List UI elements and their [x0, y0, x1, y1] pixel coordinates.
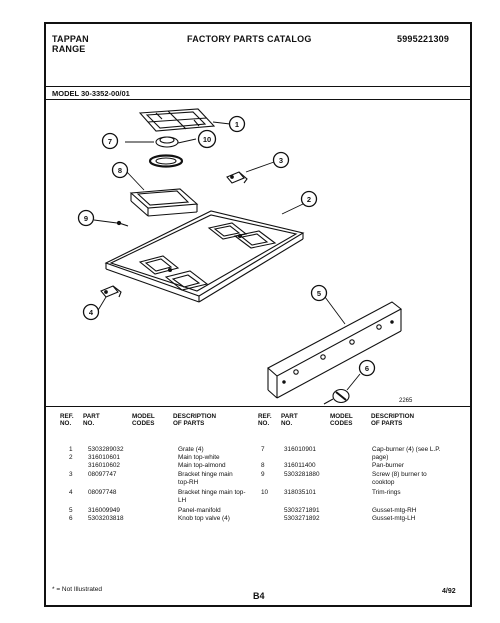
catalog-number: 5995221309 — [397, 34, 450, 44]
callout-5-label: 5 — [316, 289, 322, 298]
hinge-bracket-lh-part — [101, 286, 121, 297]
right-desc-4: Gusset-mtg-RH — [372, 507, 417, 514]
burner-cap-part — [156, 137, 178, 147]
footnote: * = Not Illustrated — [52, 586, 103, 593]
right-ref-1: 8 — [261, 462, 265, 469]
left-desc-3: Bracket hinge main top-RH — [178, 471, 233, 486]
callout-7-label: 7 — [107, 137, 113, 146]
left-part-4: 08097748 — [88, 489, 117, 496]
table-rule — [46, 406, 470, 407]
brand-line1: TAPPAN — [52, 34, 89, 44]
screw-part — [117, 221, 128, 226]
burner-pan-part — [131, 189, 197, 216]
left-part-0: 5303289032 — [88, 446, 124, 453]
left-ref-5: 5 — [69, 507, 73, 514]
right-part-4: 5303271891 — [284, 507, 320, 514]
left-ref-4: 4 — [69, 489, 73, 496]
left-part-6: 5303203818 — [88, 515, 124, 522]
left-part-3: 08097747 — [88, 471, 117, 478]
trim-ring-part — [150, 156, 182, 167]
main-top-part — [106, 211, 303, 302]
right-ref-3: 10 — [261, 489, 269, 496]
left-part-1: 316010601 — [88, 454, 120, 461]
left-ref-3: 3 — [69, 471, 73, 478]
figure-code: 2265 — [399, 398, 413, 404]
right-part-0: 316010901 — [284, 446, 316, 453]
right-desc-2: Screw (8) burner to cooktop — [372, 471, 427, 486]
left-desc-0: Grate (4) — [178, 446, 204, 453]
left-desc-header: DESCRIPTION OF PARTS — [173, 413, 217, 427]
callout-3-label: 3 — [278, 156, 284, 165]
left-desc-2: Main top-almond — [178, 462, 226, 469]
right-ref-2: 9 — [261, 471, 265, 478]
page-number: B4 — [253, 591, 265, 601]
hinge-bracket-rh-part — [227, 172, 247, 183]
catalog-title: FACTORY PARTS CATALOG — [187, 34, 312, 44]
revision-date: 4/92 — [442, 588, 456, 595]
right-ref-header: REF. NO. — [258, 413, 272, 427]
callout-4-label: 4 — [88, 308, 94, 317]
callout-9-label: 9 — [83, 214, 89, 223]
callout-10-label: 10 — [202, 135, 212, 144]
right-part-1: 316011400 — [284, 462, 316, 469]
callout-8-label: 8 — [117, 166, 123, 175]
model-number: 30-3352-00/01 — [81, 89, 130, 98]
left-ref-6: 6 — [69, 515, 73, 522]
right-desc-3: Trim-rings — [372, 489, 401, 496]
right-model-header: MODEL CODES — [330, 413, 353, 427]
left-desc-5: Panel-manifold — [178, 507, 221, 514]
left-desc-6: Knob top valve (4) — [178, 515, 230, 522]
grate-part — [140, 109, 214, 131]
model-label: MODEL — [52, 89, 80, 98]
callout-1-label: 1 — [234, 120, 240, 129]
right-part-2: 5303281880 — [284, 471, 320, 478]
right-part-3: 318035101 — [284, 489, 316, 496]
right-desc-0: Cap-burner (4) (see L.P. page) — [372, 446, 441, 461]
left-ref-header: REF. NO. — [60, 413, 74, 427]
right-desc-1: Pan-burner — [372, 462, 404, 469]
right-desc-header: DESCRIPTION OF PARTS — [371, 413, 415, 427]
manifold-panel-part — [268, 302, 401, 398]
left-part-5: 316009949 — [88, 507, 120, 514]
left-desc-4: Bracket hinge main top-LH — [178, 489, 246, 504]
left-model-header: MODEL CODES — [132, 413, 155, 427]
right-ref-0: 7 — [261, 446, 265, 453]
right-desc-5: Gusset-mtg-LH — [372, 515, 416, 522]
callout-6-label: 6 — [364, 364, 370, 373]
left-ref-1: 2 — [69, 454, 73, 461]
callout-2-label: 2 — [306, 195, 312, 204]
right-part-header: PART NO. — [281, 413, 298, 427]
left-part-header: PART NO. — [83, 413, 100, 427]
right-part-5: 5303271892 — [284, 515, 320, 522]
left-part-2: 316010602 — [88, 462, 120, 469]
left-ref-0: 1 — [69, 446, 73, 453]
left-desc-1: Main top-white — [178, 454, 220, 461]
brand-line2: RANGE — [52, 44, 86, 54]
knob-part — [324, 390, 349, 405]
